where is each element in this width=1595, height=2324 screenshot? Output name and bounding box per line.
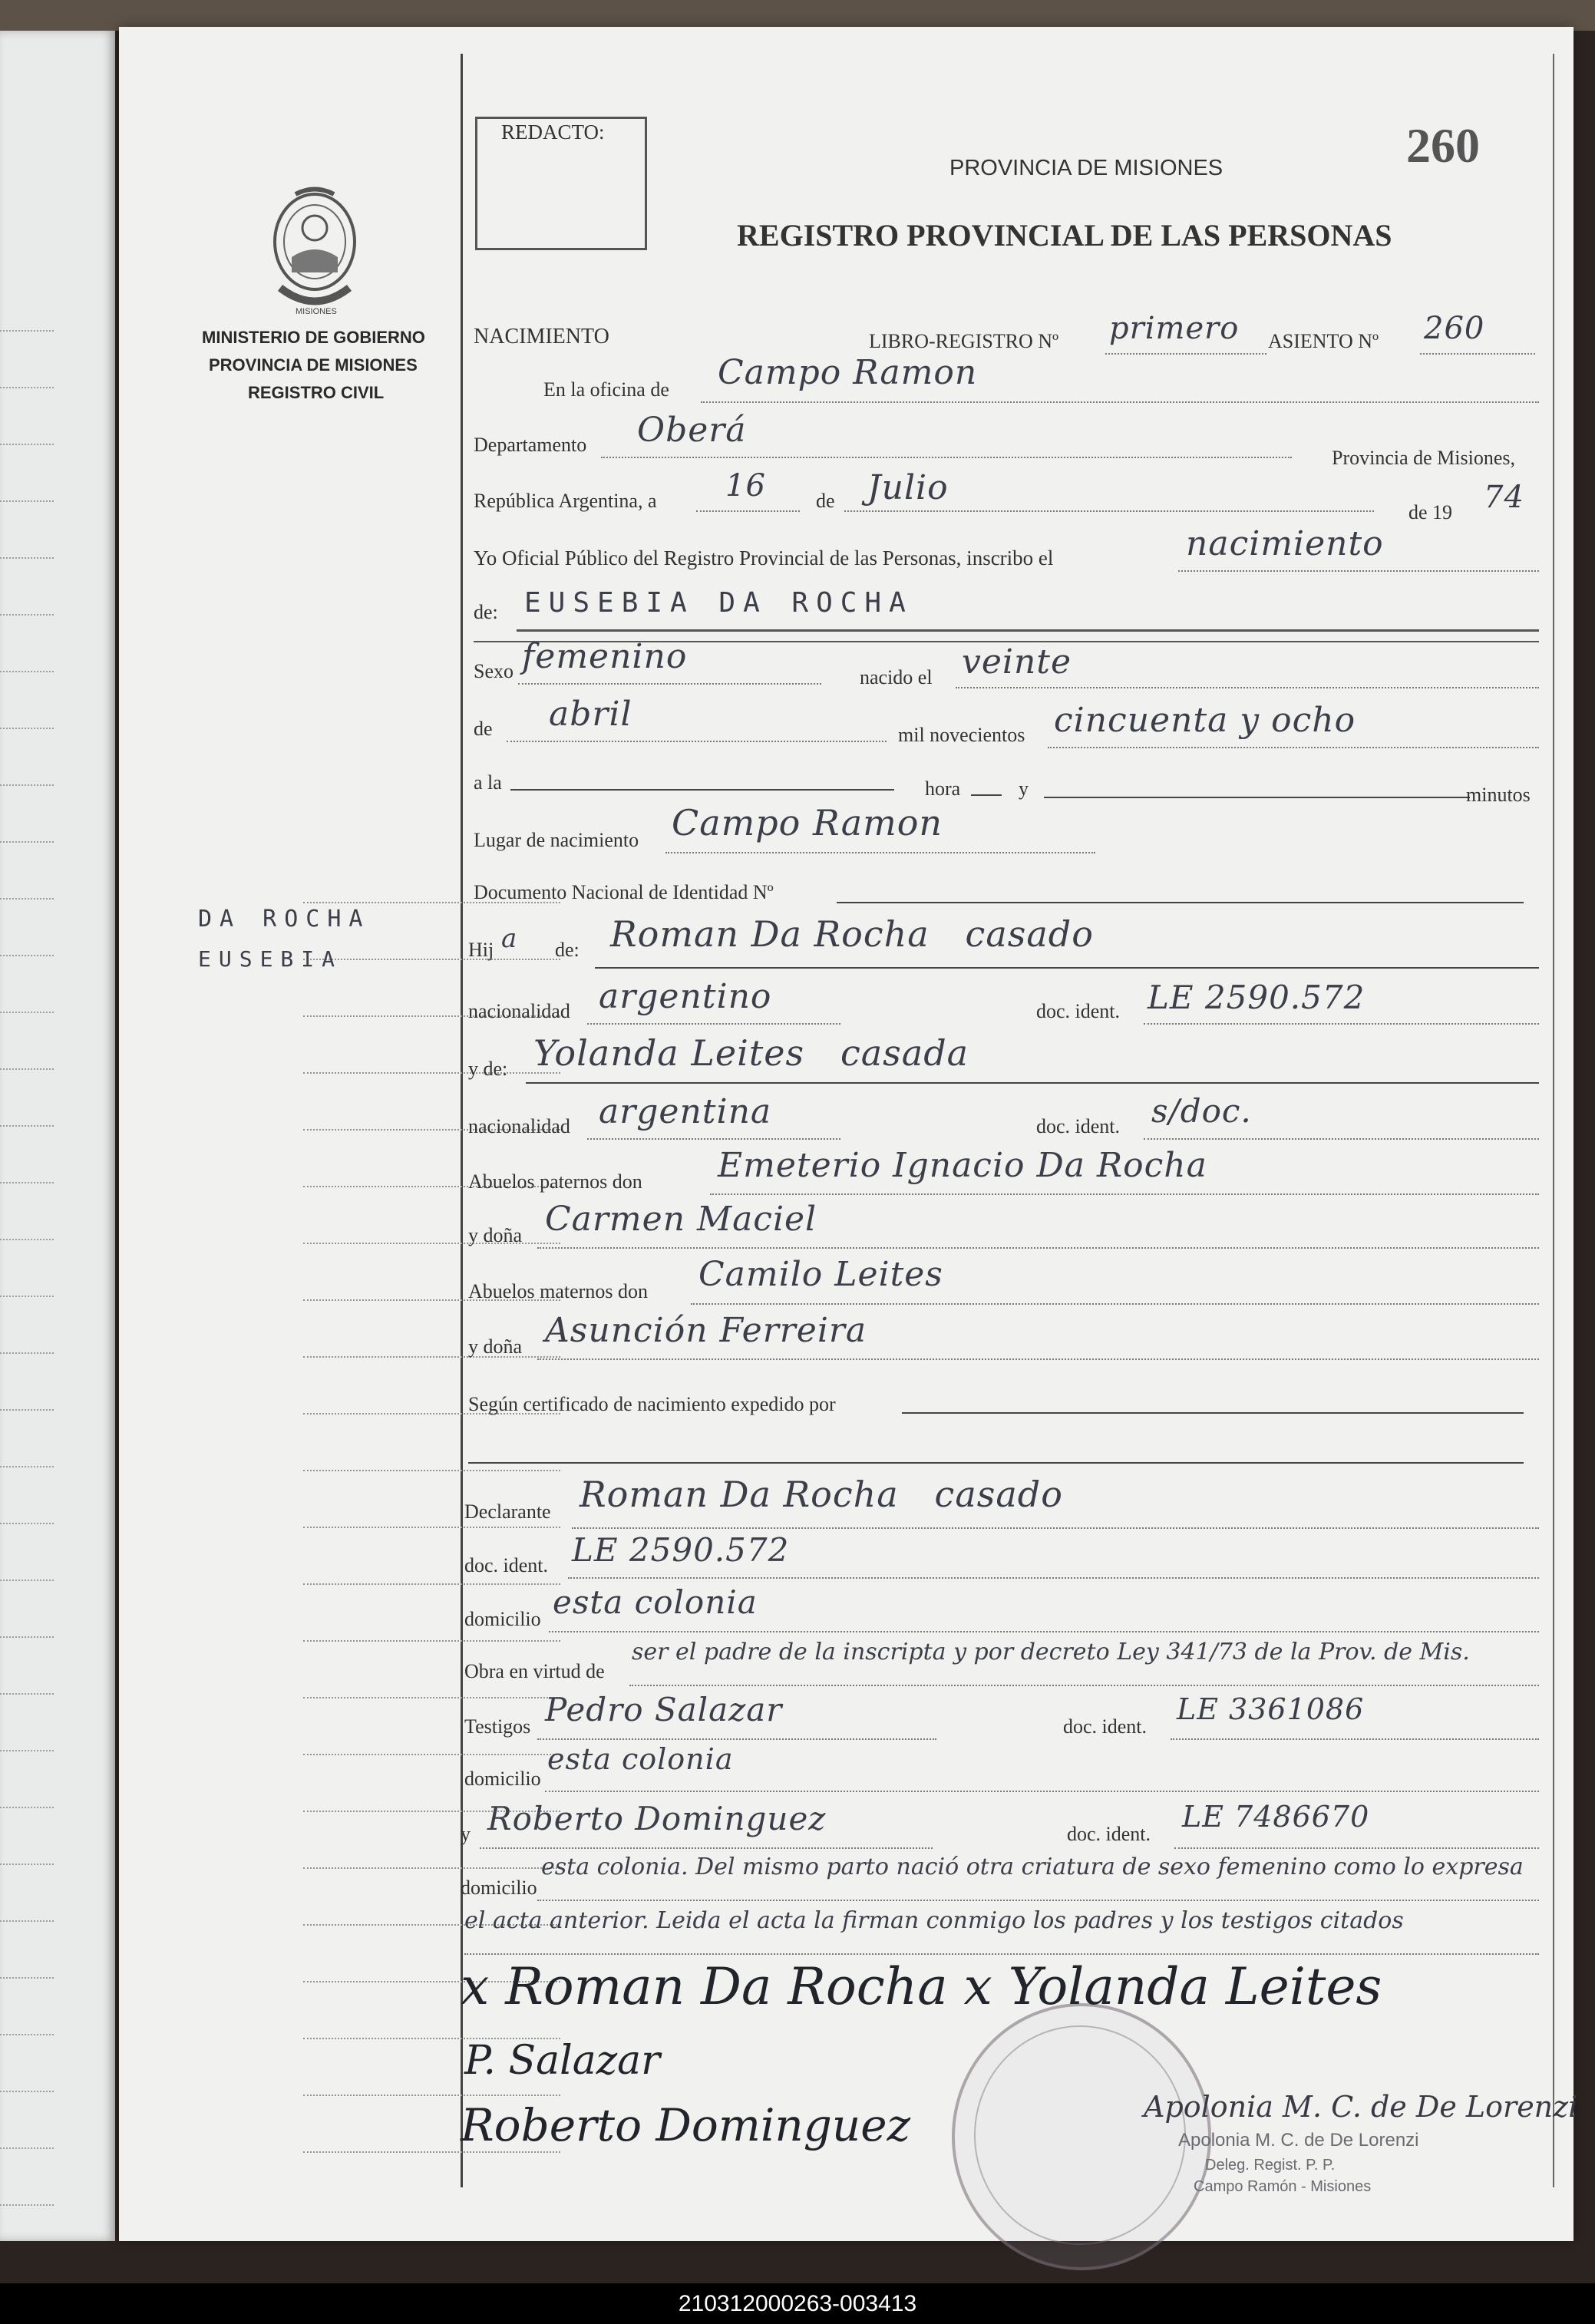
doc-testigo1-label: doc. ident. [1063, 1715, 1148, 1738]
doc-padre-line [1144, 1023, 1539, 1025]
abuelo-paterno-line [710, 1193, 1539, 1195]
dni-line [837, 902, 1524, 903]
parents-signature: x Roman Da Rocha x Yolanda Leites [461, 1957, 1382, 2016]
nac-padre-line [587, 1023, 840, 1025]
abuelo-materno-value: Camilo Leites [698, 1255, 943, 1294]
adjacent-page-rule [0, 728, 54, 729]
a-la-label: a la [474, 771, 502, 794]
margin-rule [303, 1583, 560, 1585]
adjacent-page-rule [0, 784, 54, 786]
witness2-signature: Roberto Dominguez [461, 2099, 911, 2151]
page-number: 260 [1406, 118, 1480, 173]
margin-given-name: EUSEBIA [198, 946, 343, 972]
madre-de-label: y de: [468, 1058, 508, 1080]
doc-testigo1-value: LE 3361086 [1177, 1692, 1365, 1726]
departamento-value: Oberá [637, 411, 747, 450]
dom-testigo1-value: esta colonia [547, 1742, 734, 1776]
anio-label: de 19 [1408, 501, 1453, 523]
nombre-line [517, 629, 1539, 632]
nac-madre-line [587, 1138, 840, 1140]
official-seal [952, 2003, 1211, 2270]
adjacent-page-rule [0, 2204, 54, 2206]
adjacent-page-rule [0, 444, 54, 445]
adjacent-page-rule [0, 841, 54, 843]
abuela-materna-value: Asunción Ferreira [545, 1311, 867, 1350]
adjacent-page-rule [0, 1182, 54, 1183]
adjacent-page-rule [0, 387, 54, 388]
registry-page [119, 27, 1578, 2241]
doc-testigo1-line [1171, 1738, 1539, 1740]
doc-declarante-label: doc. ident. [464, 1554, 549, 1576]
hij-label: Hij [468, 939, 494, 961]
doc-madre-value: s/doc. [1151, 1092, 1252, 1130]
asiento-label: ASIENTO Nº [1268, 330, 1379, 352]
nac-madre-value: argentina [599, 1092, 772, 1131]
witness1-signature: P. Salazar [464, 2038, 661, 2084]
adjacent-page-rule [0, 330, 54, 332]
mes-value: Julio [867, 468, 949, 507]
margin-rule [303, 1754, 560, 1755]
hora-line [971, 794, 1002, 796]
doc-declarante-line [568, 1577, 1539, 1579]
official-name-stamp: Apolonia M. C. de De Lorenzi [1178, 2130, 1419, 2151]
dni-label: Documento Nacional de Identidad Nº [474, 881, 774, 903]
abuelos-paternos-label: Abuelos paternos don [468, 1170, 642, 1193]
adjacent-page-rule [0, 500, 54, 502]
padre-de-label: de: [555, 939, 580, 961]
declarante-label: Declarante [464, 1500, 551, 1523]
margin-rule [303, 1527, 560, 1528]
abuelo-materno-line [691, 1303, 1539, 1305]
abuela-paterna-line [537, 1247, 1539, 1249]
official-signature: Apolonia M. C. de De Lorenzi [1144, 2090, 1578, 2124]
nacido-mes-value: abril [549, 695, 632, 734]
sexo-value: femenino [522, 637, 688, 676]
adjacent-page-rule [0, 1466, 54, 1467]
provincial-emblem [265, 180, 365, 326]
adjacent-page-rule [0, 1807, 54, 1808]
dom-testigo1-line [545, 1791, 1539, 1792]
nombre-value: EUSEBIA DA ROCHA [524, 587, 913, 619]
registry-title: REGISTRO PROVINCIAL DE LAS PERSONAS [737, 218, 1392, 253]
adjacent-page-rule [0, 671, 54, 672]
official-place-stamp: Campo Ramón - Misiones [1194, 2178, 1372, 2195]
dom-testigo2-label: domicilio [461, 1877, 537, 1899]
madre-value: Yolanda Leites casada [533, 1032, 969, 1074]
sexo-line [518, 683, 821, 685]
mes-line [844, 510, 1374, 512]
nacido-label: nacido el [860, 666, 933, 688]
dia-line [696, 510, 800, 512]
libro-label: LIBRO-REGISTRO Nº [869, 330, 1059, 352]
dom-testigo2-line [537, 1900, 1539, 1901]
doc-testigo2-value: LE 7486670 [1182, 1800, 1370, 1834]
yo-oficial-label: Yo Oficial Público del Registro Provincial de las Personas, inscribo el [474, 546, 1054, 569]
adjacent-page-rule [0, 1863, 54, 1865]
inscribo-line [1178, 570, 1539, 572]
nac-padre-value: argentino [599, 977, 772, 1016]
nacido-mes-de-label: de [474, 718, 493, 740]
continuation-text: el acta anterior. Leida el acta la firman conmigo los padres y los testigos citados [464, 1907, 1404, 1934]
adjacent-page-rule [0, 1125, 54, 1127]
testigo1-value: Pedro Salazar [545, 1691, 783, 1728]
image-id-caption: 210312000263-003413 [678, 2291, 917, 2316]
libro-line [1105, 353, 1266, 355]
nacimiento-label: NACIMIENTO [474, 325, 609, 348]
mil-novecientos-label: mil novecientos [898, 724, 1025, 746]
testigo2-line [480, 1847, 933, 1849]
testigo1-line [537, 1738, 936, 1740]
nacido-mes-line [507, 741, 887, 742]
nac-madre-label: nacionalidad [468, 1115, 570, 1137]
adjacent-page-rule [0, 1296, 54, 1297]
lugar-value: Campo Ramon [672, 802, 943, 843]
dom-testigo2-value: esta colonia. Del mismo parto nació otra criatura de sexo femenino como lo expresa [541, 1854, 1524, 1880]
adjacent-page-rule [0, 557, 54, 559]
adjacent-page-rule [0, 2091, 54, 2092]
lugar-line [665, 852, 1095, 853]
dom-declarante-label: domicilio [464, 1608, 541, 1630]
adjacent-page-rule [0, 1636, 54, 1638]
y-hora-label: y [1019, 777, 1029, 800]
sexo-label: Sexo [474, 660, 514, 682]
doc-declarante-value: LE 2590.572 [572, 1531, 790, 1569]
margin-rule [303, 1867, 560, 1869]
dom-testigo1-label: domicilio [464, 1768, 541, 1790]
margin-rule [303, 1470, 560, 1471]
nacido-anio-line [1048, 747, 1539, 748]
mes-de-label: de [816, 490, 835, 512]
nac-padre-label: nacionalidad [468, 1000, 570, 1022]
adjacent-page-rule [0, 955, 54, 956]
margin-rule [303, 2151, 560, 2153]
adjacent-page-rule [0, 1409, 54, 1411]
republica-label: República Argentina, a [474, 490, 657, 512]
oficina-label: En la oficina de [543, 378, 669, 401]
padre-value: Roman Da Rocha casado [610, 913, 1094, 955]
testigos-label: Testigos [464, 1715, 531, 1738]
libro-value: primero [1109, 311, 1240, 346]
minutos-line [1044, 797, 1470, 798]
doc-testigo2-label: doc. ident. [1067, 1823, 1151, 1845]
abuela-paterna-label: y doña [468, 1224, 523, 1246]
adjacent-page-rule [0, 2034, 54, 2035]
adjacent-page-rule [0, 1239, 54, 1240]
anio-value: 74 [1484, 480, 1524, 515]
adjacent-page-rule [0, 614, 54, 616]
doc-padre-label: doc. ident. [1036, 1000, 1121, 1022]
testigo2-y-label: y [461, 1823, 471, 1845]
a-la-line [510, 789, 894, 791]
hora-label: hora [925, 777, 961, 800]
adjacent-page-rule [0, 1580, 54, 1581]
segun-line-2 [468, 1462, 1524, 1464]
redacto-label: REDACTO: [501, 120, 605, 144]
doc-madre-line [1144, 1138, 1539, 1140]
abuela-materna-label: y doña [468, 1335, 523, 1358]
margin-rule [303, 1640, 560, 1642]
inscribo-value: nacimiento [1186, 524, 1384, 563]
nombre-de-label: de: [474, 601, 498, 623]
segun-line [902, 1412, 1524, 1414]
margin-rule [303, 1072, 560, 1074]
dom-declarante-line [549, 1631, 1539, 1632]
nacido-anio-value: cincuenta y ocho [1054, 701, 1356, 740]
adjacent-page-rule [0, 1920, 54, 1922]
minutos-label: minutos [1466, 784, 1531, 806]
oficina-value: Campo Ramon [718, 353, 978, 392]
doc-madre-label: doc. ident. [1036, 1115, 1121, 1137]
right-frame-line [1553, 54, 1554, 2187]
ministry-line-3: REGISTRO CIVIL [248, 383, 385, 402]
dom-declarante-value: esta colonia [553, 1583, 758, 1621]
adjacent-page-rule [0, 898, 54, 900]
province-heading: PROVINCIA DE MISIONES [949, 156, 1223, 180]
adjacent-page-rule [0, 1977, 54, 1979]
abuelo-paterno-value: Emeterio Ignacio Da Rocha [718, 1146, 1207, 1185]
lugar-label: Lugar de nacimiento [474, 829, 639, 851]
madre-line [526, 1082, 1539, 1084]
doc-testigo2-line [1174, 1847, 1539, 1849]
oficina-line [701, 401, 1539, 403]
continuation-line [464, 1953, 1539, 1955]
abuelos-maternos-label: Abuelos maternos don [468, 1280, 648, 1302]
asiento-line [1420, 353, 1535, 355]
nacido-dia-line [956, 687, 1539, 688]
ministry-line-2: PROVINCIA DE MISIONES [209, 355, 418, 375]
adjacent-page-rule [0, 1693, 54, 1695]
nacido-dia-value: veinte [962, 642, 1072, 682]
departamento-label: Departamento [474, 434, 587, 456]
ministry-line-1: MINISTERIO DE GOBIERNO [202, 328, 425, 347]
binder-edge [0, 0, 1595, 31]
abuela-materna-line [537, 1358, 1539, 1360]
segun-label: Según certificado de nacimiento expedido por [468, 1393, 836, 1415]
official-title-stamp: Deleg. Regist. P. P. [1205, 2157, 1336, 2174]
obra-value: ser el padre de la inscripta y por decreto Ley 341/73 de la Prov. de Mis. [632, 1639, 1470, 1665]
emblem-caption: MISIONES [296, 307, 337, 316]
obra-line [629, 1685, 1539, 1686]
adjacent-page-rule [0, 2147, 54, 2149]
departamento-line [601, 457, 1292, 458]
hij-suffix: a [501, 923, 518, 954]
adjacent-page-rule [0, 1523, 54, 1524]
asiento-value: 260 [1424, 311, 1485, 346]
adjacent-page-rule [0, 1352, 54, 1354]
margin-rule [303, 1697, 560, 1698]
provincia-label: Provincia de Misiones, [1332, 447, 1516, 469]
doc-padre-value: LE 2590.572 [1148, 979, 1365, 1016]
margin-rule [303, 2095, 560, 2096]
declarante-line [572, 1527, 1539, 1529]
margin-surname: DA ROCHA [198, 906, 371, 933]
testigo2-value: Roberto Dominguez [487, 1800, 827, 1837]
adjacent-page-rule [0, 1012, 54, 1013]
adjacent-page-edge [0, 31, 115, 2241]
dia-value: 16 [725, 468, 766, 503]
padre-line [595, 967, 1539, 969]
adjacent-page-rule [0, 1750, 54, 1751]
abuela-paterna-value: Carmen Maciel [545, 1200, 817, 1239]
obra-label: Obra en virtud de [464, 1660, 605, 1682]
adjacent-page-rule [0, 1068, 54, 1070]
declarante-value: Roman Da Rocha casado [580, 1474, 1063, 1515]
